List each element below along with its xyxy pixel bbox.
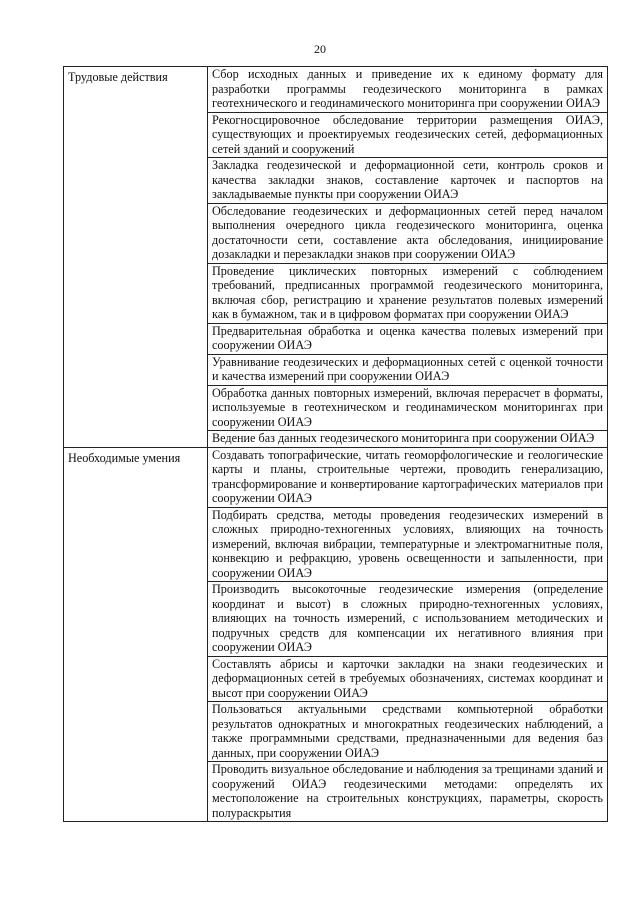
table-cell: Ведение баз данных геодезического мониторинга при сооружении ОИАЭ	[208, 431, 608, 448]
table-cell: Предварительная обработка и оценка качества полевых измерений при сооружении ОИАЭ	[208, 323, 608, 354]
table-cell: Уравнивание геодезических и деформационных сетей с оценкой точности и качества измерений при сооружении ОИАЭ	[208, 354, 608, 385]
table-cell: Создавать топографические, читать геоморфологические и геологические карты и планы, строительные чертежи, проводить генерализацию, трансформирование и конвертирование картографических материалов при сооружении ОИАЭ	[208, 447, 608, 507]
requirements-table	[63, 66, 608, 822]
table-row	[64, 447, 608, 507]
table-cell: Подбирать средства, методы проведения геодезических измерений в сложных природно-техногенных условиях, влияющих на точность измерений, включая вибрации, температурные и электромагнитные поля, конвекцию и рефракцию, уровень освещенности и запыленности, при сооружении ОИАЭ	[208, 507, 608, 582]
page-number: 20	[314, 42, 326, 56]
table-cell: Обследование геодезических и деформационных сетей перед началом выполнения очередного цикла геодезического мониторинга, оценка достаточности сети, составление акта обследования, инициирование дозакладки и перезакладки знаков при сооружении ОИАЭ	[208, 203, 608, 263]
table-cell: Рекогносцировочное обследование территории размещения ОИАЭ, существующих и проектируемых геодезических сетей, деформационных сетей зданий и сооружений	[208, 112, 608, 158]
table-cell: Обработка данных повторных измерений, включая перерасчет в форматы, используемые в геотехническом и геодинамическом мониторингах при сооружении ОИАЭ	[208, 385, 608, 431]
table-cell: Производить высокоточные геодезические измерения (определение координат и высот) в сложных природно-техногенных условиях, влияющих на точность измерений, с использованием методических и подручных средств для компенсации их негативного влияния при сооружении ОИАЭ	[208, 582, 608, 657]
table-cell: Проводить визуальное обследование и наблюдения за трещинами зданий и сооружений ОИАЭ геодезическими методами: определять их местоположение на строительных конструкциях, параметры, скорость полураскрытия	[208, 762, 608, 822]
section-label-required-skills: Необходимые умения	[64, 447, 208, 822]
table-cell: Составлять абрисы и карточки закладки на знаки геодезических и деформационных сетей в требуемых обозначениях, системах координат и высот при сооружении ОИАЭ	[208, 656, 608, 702]
table-cell: Сбор исходных данных и приведение их к единому формату для разработки программы геодезического мониторинга в рамках геотехнического и геодинамического мониторинга при сооружении ОИАЭ	[208, 67, 608, 113]
table-row	[64, 67, 608, 113]
table-cell: Проведение циклических повторных измерений с соблюдением требований, предписанных программой геодезического мониторинга, включая сбор, регистрацию и хранение результатов полевых измерений как в бумажном, так и в цифровом форматах при сооружении ОИАЭ	[208, 263, 608, 323]
table-cell: Закладка геодезической и деформационной сети, контроль сроков и качества закладки знаков, составление карточек и паспортов на закладываемые пункты при сооружении ОИАЭ	[208, 158, 608, 204]
table-cell: Пользоваться актуальными средствами компьютерной обработки результатов однократных и многократных геодезических наблюдений, а также программными средствами, предназначенными для ведения баз данных, при сооружении ОИАЭ	[208, 702, 608, 762]
section-label-labor-actions: Трудовые действия	[64, 67, 208, 448]
